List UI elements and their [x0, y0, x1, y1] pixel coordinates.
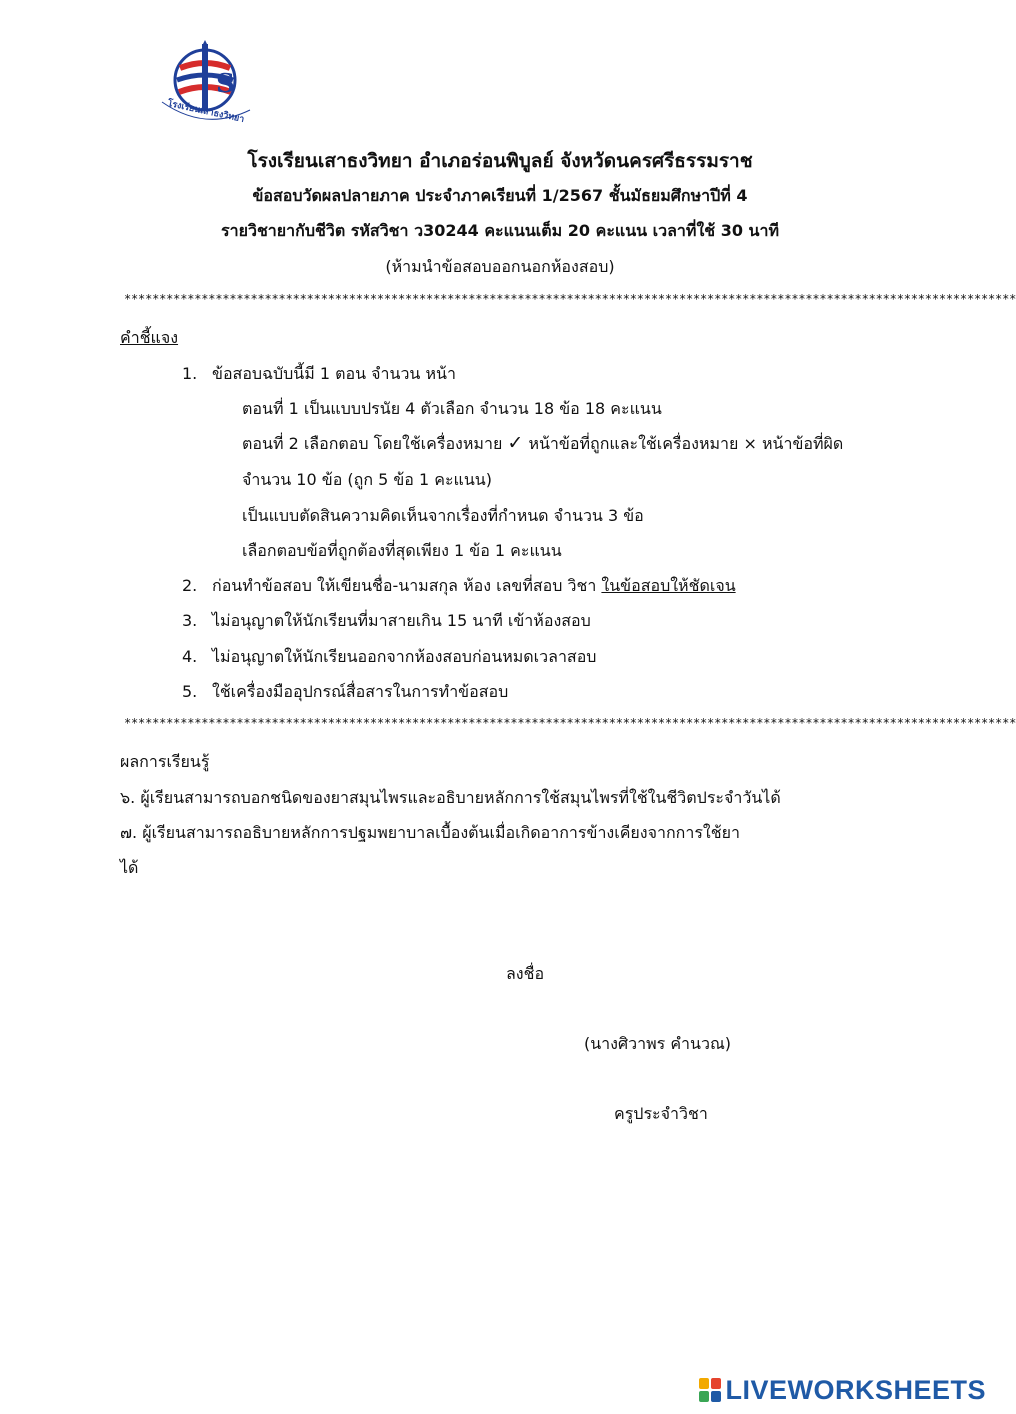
check-mark-icon: ✓ [507, 432, 524, 454]
exam-note: (ห้ามนำข้อสอบออกนอกห้องสอบ) [385, 257, 615, 276]
outcomes-heading: ผลการเรียนรู้ [120, 752, 210, 771]
svg-text:S: S [216, 69, 235, 99]
exam-title: ข้อสอบวัดผลปลายภาค ประจำภาคเรียนที่ 1/2567 ชั้นมัธยมศึกษาปีที่ 4 [252, 186, 748, 205]
liveworksheets-watermark [699, 1374, 986, 1406]
school-title: โรงเรียนเสาธงวิทยา อำเภอร่อนพิบูลย์ จังหวัดนครศรีธรรมราช [247, 150, 753, 172]
item-text: ไม่อนุญาตให้นักเรียนที่มาสายเกิน 15 นาที เข้าห้องสอบ [212, 611, 591, 630]
instruction-part-4: เลือกตอบข้อที่ถูกต้องที่สุดเพียง 1 ข้อ 1 คะแนน [242, 541, 562, 560]
teacher-role: ครูประจำวิชา [614, 1104, 708, 1123]
item-number: 4. [182, 647, 198, 666]
item-text: ใช้เครื่องมืออุปกรณ์สื่อสารในการทำข้อสอบ [212, 682, 509, 701]
stars-divider-bottom: ******************************************************************************************************************************* [124, 716, 1016, 730]
instruction-part-1: ตอนที่ 1 เป็นแบบปรนัย 4 ตัวเลือก จำนวน 18 ข้อ 18 คะแนน [242, 399, 662, 418]
signature-label: ลงชื่อ [506, 964, 545, 983]
instruction-item-5 [182, 680, 508, 705]
outcome-7: ๗. ผู้เรียนสามารถอธิบายหลักการปฐมพยาบาลเบื้องต้นเมื่อเกิดอาการข้างเคียงจากการใช้ยา [120, 823, 740, 842]
item-number: 3. [182, 611, 198, 630]
logo-caption: โรงเรียนเสาธงวิทยา [166, 98, 246, 126]
outcome-6: ๖. ผู้เรียนสามารถบอกชนิดของยาสมุนไพรและอธิบายหลักการใช้สมุนไพรที่ใช้ในชีวิตประจำวันได้ [120, 788, 781, 807]
item-text: ข้อสอบฉบับนี้มี 1 ตอน จำนวน หน้า [212, 364, 456, 383]
item-text: ก่อนทำข้อสอบ ให้เขียนชื่อ-นามสกุล ห้อง เลขที่สอบ วิชา [212, 576, 602, 595]
instruction-part-2 [242, 432, 843, 457]
instructions-heading: คำชี้แจง [120, 328, 179, 347]
watermark-text: LIVEWORKSHEETS [725, 1374, 986, 1405]
instruction-item-2 [182, 574, 736, 599]
instruction-part-3: เป็นแบบตัดสินความคิดเห็นจากเรื่องที่กำหนด จำนวน 3 ข้อ [242, 506, 644, 525]
instruction-item-1 [182, 362, 456, 387]
part2-text-b: หน้าข้อที่ถูกและใช้เครื่องหมาย × หน้าข้อที่ผิด [528, 434, 844, 453]
school-logo [158, 40, 254, 126]
subject-line: รายวิชายากับชีวิต รหัสวิชา ว30244 คะแนนเต็ม 20 คะแนน เวลาที่ใช้ 30 นาที [221, 221, 779, 240]
instruction-item-3 [182, 609, 591, 634]
stars-divider-top: ******************************************************************************************************************************* [124, 292, 1016, 306]
outcome-7-continued: ได้ [120, 858, 139, 877]
item-text-underlined: ในข้อสอบให้ชัดเจน [601, 576, 736, 595]
item-number: 2. [182, 576, 198, 595]
instruction-item-4 [182, 645, 596, 670]
instruction-part-2-count: จำนวน 10 ข้อ (ถูก 5 ข้อ 1 คะแนน) [242, 470, 492, 489]
item-number: 1. [182, 364, 198, 383]
part2-text-a: ตอนที่ 2 เลือกตอบ โดยใช้เครื่องหมาย [242, 434, 503, 453]
teacher-name: (นางศิวาพร คำนวณ) [584, 1034, 732, 1053]
item-text: ไม่อนุญาตให้นักเรียนออกจากห้องสอบก่อนหมดเวลาสอบ [212, 647, 597, 666]
item-number: 5. [182, 682, 198, 701]
liveworksheets-logo-icon [699, 1378, 721, 1402]
